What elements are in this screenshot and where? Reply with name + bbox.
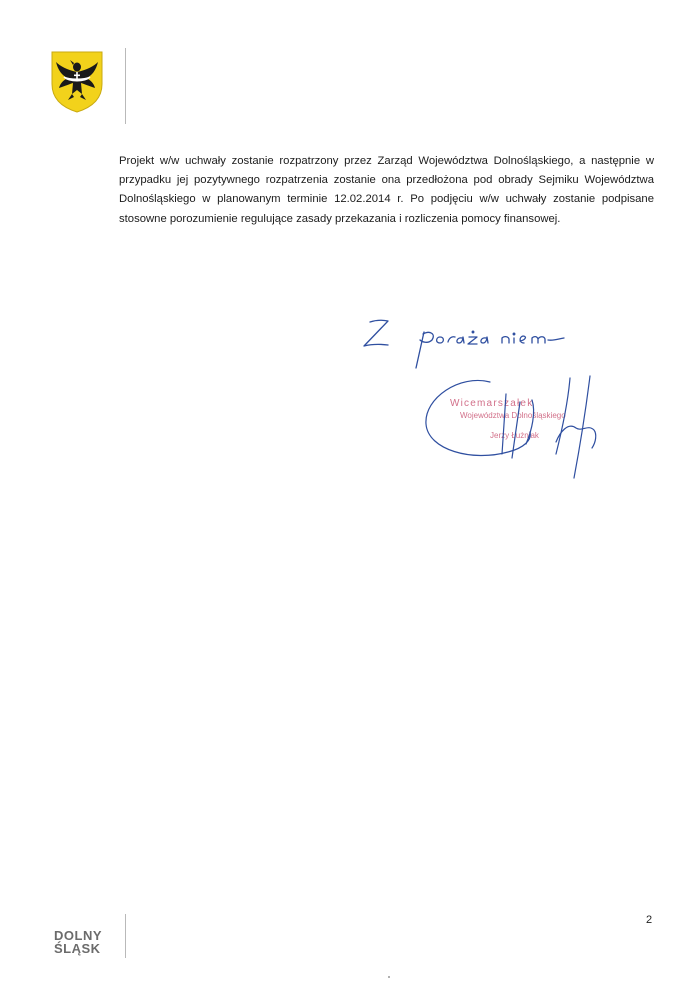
header-divider bbox=[125, 48, 126, 124]
scan-dot bbox=[388, 976, 390, 978]
body-paragraph: Projekt w/w uchwały zostanie rozpatrzony przez Zarząd Województwa Dolnośląskiego, a następnie w przypadku jej pozytywnego rozpatrzenia zostanie ona przedłożona pod obrady Sejmiku Województwa Dolnośląskiego w planowanym terminie 12.02.2014 r. Po podjęciu w/w uchwały zostanie podpisane stosowne porozumienie regulujące zasady przekazania i rozliczenia pomocy finansowej. bbox=[119, 155, 654, 225]
dolny-slask-logo bbox=[54, 929, 102, 955]
logo-line-1: DOLNY bbox=[54, 928, 102, 943]
logo-line-2: ŚLĄSK bbox=[54, 941, 101, 956]
handwritten-closing bbox=[350, 310, 590, 380]
coat-of-arms-icon bbox=[50, 50, 104, 114]
stamp-line-1: Wicemarszałek bbox=[450, 398, 534, 409]
stamp-with-signature bbox=[420, 372, 610, 482]
stamp-line-2: Województwa Dolnośląskiego bbox=[460, 411, 566, 420]
footer-divider bbox=[125, 914, 126, 958]
page-number: 2 bbox=[646, 914, 653, 926]
stamp-line-3: Jerzy Łużniak bbox=[490, 431, 539, 440]
